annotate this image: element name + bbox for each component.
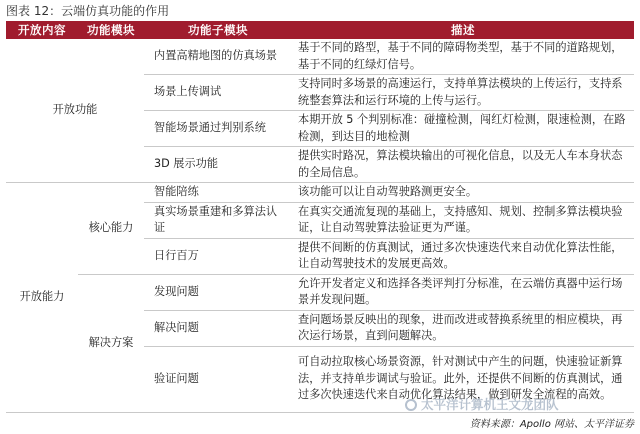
module-solution: 解决方案 — [78, 274, 144, 412]
description-cell: 该功能可以让自动驾驶路测更安全。 — [292, 183, 634, 203]
description-cell: 查问题场景反映出的现象，进而改进或替换系统里的相应模块，再次运行场景，直到问题解决。 — [292, 310, 634, 346]
description-cell: 可自动拉取核心场景资源，针对测试中产生的问题，快速验证新算法，并支持单步调试与验证。此外，还提供不间断的仿真测试，通过多次快速迭代来自动优化算法结果，做到研发全流程的高效。 — [292, 346, 634, 412]
simulation-function-table — [6, 22, 634, 413]
header-submodule: 功能子模块 — [144, 22, 292, 39]
submodule-cell: 场景上传调试 — [144, 75, 292, 111]
wechat-icon — [405, 399, 417, 411]
description-cell: 支持同时多场景的高速运行，支持单算法模块的上传运行，支持系统整套算法和运行环境的上传与运行。 — [292, 75, 634, 111]
submodule-cell: 3D 展示功能 — [144, 147, 292, 183]
submodule-cell: 智能陪练 — [144, 183, 292, 203]
header-content: 开放内容 — [6, 22, 78, 39]
submodule-cell: 真实场景重建和多算法认证 — [144, 202, 292, 238]
wechat-watermark — [405, 397, 559, 413]
submodule-cell: 验证问题 — [144, 346, 292, 412]
table-row — [6, 274, 634, 310]
source-note: 资料来源：Apollo 网站、太平洋证券 — [469, 419, 634, 430]
description-cell: 基于不同的路型，基于不同的障碍物类型，基于不同的道路规划，基于不同的红绿灯信号。 — [292, 39, 634, 75]
category-open-capabilities: 开放能力 — [6, 183, 78, 413]
figure-title — [6, 3, 634, 20]
watermark-text: 太平洋计算机王文龙团队 — [421, 397, 559, 412]
description-cell: 允许开发者定义和选择各类评判打分标准，在云端仿真器中运行场景并发现问题。 — [292, 274, 634, 310]
header-module: 功能模块 — [78, 22, 144, 39]
table-header-row — [6, 22, 634, 39]
description-cell: 提供不间断的仿真测试，通过多次快速迭代来自动优化算法性能，让自动驾驶技术的发展更高效。 — [292, 238, 634, 274]
figure-title-text: 图表 12：云端仿真功能的作用 — [6, 4, 170, 18]
submodule-cell: 日行百万 — [144, 238, 292, 274]
table-row — [6, 39, 634, 75]
category-open-functions: 开放功能 — [6, 39, 144, 183]
submodule-cell: 解决问题 — [144, 310, 292, 346]
header-description: 描述 — [292, 22, 634, 39]
module-core-capability: 核心能力 — [78, 183, 144, 275]
submodule-cell: 智能场景通过判别系统 — [144, 111, 292, 147]
description-cell: 在真实交通流复现的基础上，支持感知、规划、控制多算法模块验证，让自动驾驶算法验证更为严谨。 — [292, 202, 634, 238]
description-cell: 提供实时路况，算法模块输出的可视化信息，以及无人车本身状态的全局信息。 — [292, 147, 634, 183]
submodule-cell: 内置高精地图的仿真场景 — [144, 39, 292, 75]
submodule-cell: 发现问题 — [144, 274, 292, 310]
description-cell: 本期开放 5 个判别标准：碰撞检测，闯红灯检测，限速检测，在路检测，到达目的地检测 — [292, 111, 634, 147]
table-row — [6, 183, 634, 203]
